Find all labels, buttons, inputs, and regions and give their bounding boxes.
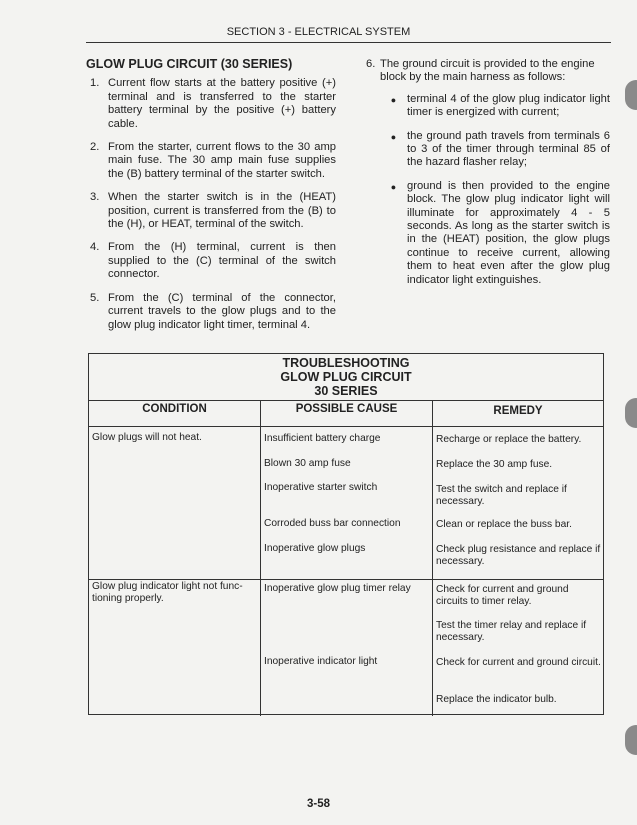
binder-tab <box>625 725 637 755</box>
step-item <box>86 77 336 131</box>
step-item <box>86 141 336 181</box>
cause-cell: Insufficient battery charge <box>264 433 381 444</box>
cause-header: POSSIBLE CAUSE <box>295 403 398 415</box>
remedy-cell: Check for current and ground circuits to timer relay. <box>436 584 569 608</box>
step-text: The ground circuit is provided to the engine block by the main harness as follows: <box>380 58 595 84</box>
step-number: 1. <box>90 77 100 90</box>
table-title-line: GLOW PLUG CIRCUIT <box>280 370 412 384</box>
cause-cell: Inoperative starter switch <box>264 482 378 493</box>
step-text: Current flow starts at the battery positive (+) terminal and is transferred to the starter battery terminal by the positive (+) battery cable. <box>108 77 336 130</box>
step-item <box>86 292 336 332</box>
condition-header: CONDITION <box>142 403 207 415</box>
step-text: From the (C) terminal of the connector, current travels to the glow plugs and to the glow plug indicator light timer, terminal 4. <box>108 291 336 331</box>
remedy-cell: Test the switch and replace if necessary. <box>436 484 567 508</box>
bullet-icon: ● <box>390 181 397 192</box>
step-number: 4. <box>90 241 100 254</box>
right-column <box>366 58 610 297</box>
remedy-cell: Test the timer relay and replace if necessary. <box>436 620 587 644</box>
step-text: From the starter, current flows to the 30 amp main fuse. The 30 amp main fuse supplies the (B) battery terminal of the starter switch. <box>108 141 336 180</box>
binder-tab <box>625 398 637 428</box>
table-rule <box>89 579 603 580</box>
remedy-cell: Replace the indicator bulb. <box>436 694 557 705</box>
header-rule <box>86 42 611 43</box>
step-item <box>86 191 336 231</box>
step-number: 5. <box>90 291 100 304</box>
remedy-cell: Clean or replace the buss bar. <box>436 519 572 530</box>
bullet-icon: ● <box>390 94 397 105</box>
bullet-text: the ground path travels from terminals 6 to 3 of the timer through terminal 85 of the hazard flasher relay; <box>407 129 610 169</box>
section-header: SECTION 3 - ELECTRICAL SYSTEM <box>226 26 411 38</box>
binder-tab <box>625 80 637 110</box>
bullet-item <box>380 130 610 170</box>
step-text: From the (H) terminal, current is then supplied to the (C) terminal of the switch connector. <box>108 241 336 281</box>
left-column <box>86 58 336 342</box>
table-title-line: TROUBLESHOOTING <box>282 356 410 370</box>
table-rule <box>260 400 261 716</box>
step-item <box>86 241 336 281</box>
table-title-line: 30 SERIES <box>314 384 378 398</box>
remedy-cell: Check for current and ground circuit. <box>436 657 601 668</box>
cause-cell: Inoperative glow plugs <box>264 543 366 554</box>
step-item <box>366 58 610 297</box>
bullet-text: ground is then provided to the engine block. The glow plug indicator light will illuminate for approximately 4 - 5 seconds. As long as the starter switch is in the (HEAT) position, the glow plugs continue to receive current, allowing them to heat even after the glow plug indicator light extinguishes. <box>407 179 610 286</box>
page-number: 3-58 <box>306 798 331 810</box>
ground-bullets <box>380 93 610 287</box>
step-number: 2. <box>90 141 100 154</box>
steps-list <box>86 77 336 332</box>
remedy-cell: Replace the 30 amp fuse. <box>436 459 553 470</box>
bullet-item <box>380 93 610 120</box>
remedy-header: REMEDY <box>493 405 543 417</box>
table-title <box>89 354 603 400</box>
cause-cell: Corroded buss bar connection <box>264 518 401 529</box>
cause-cell: Inoperative glow plug timer relay <box>264 583 411 594</box>
remedy-cell: Check plug resistance and replace if necessary. <box>436 544 601 568</box>
condition-cell: Glow plug indicator light not func-tioning properly. <box>92 581 243 605</box>
bullet-item <box>380 180 610 287</box>
troubleshooting-table <box>88 353 604 715</box>
step-number: 3. <box>90 191 100 204</box>
cause-cell: Inoperative indicator light <box>264 656 378 667</box>
circuit-title: GLOW PLUG CIRCUIT (30 SERIES) <box>86 57 293 71</box>
step-text: When the starter switch is in the (HEAT) position, current is transferred from the (B) to the (H), or HEAT, terminal of the switch. <box>108 191 336 231</box>
cause-cell: Blown 30 amp fuse <box>264 458 351 469</box>
step-number: 6. <box>366 58 376 70</box>
remedy-cell: Recharge or replace the battery. <box>436 434 582 445</box>
bullet-text: terminal 4 of the glow plug indicator light timer is energized with current; <box>407 92 610 119</box>
condition-cell: Glow plugs will not heat. <box>92 432 202 443</box>
bullet-icon: ● <box>390 131 397 142</box>
table-rule <box>432 400 433 716</box>
